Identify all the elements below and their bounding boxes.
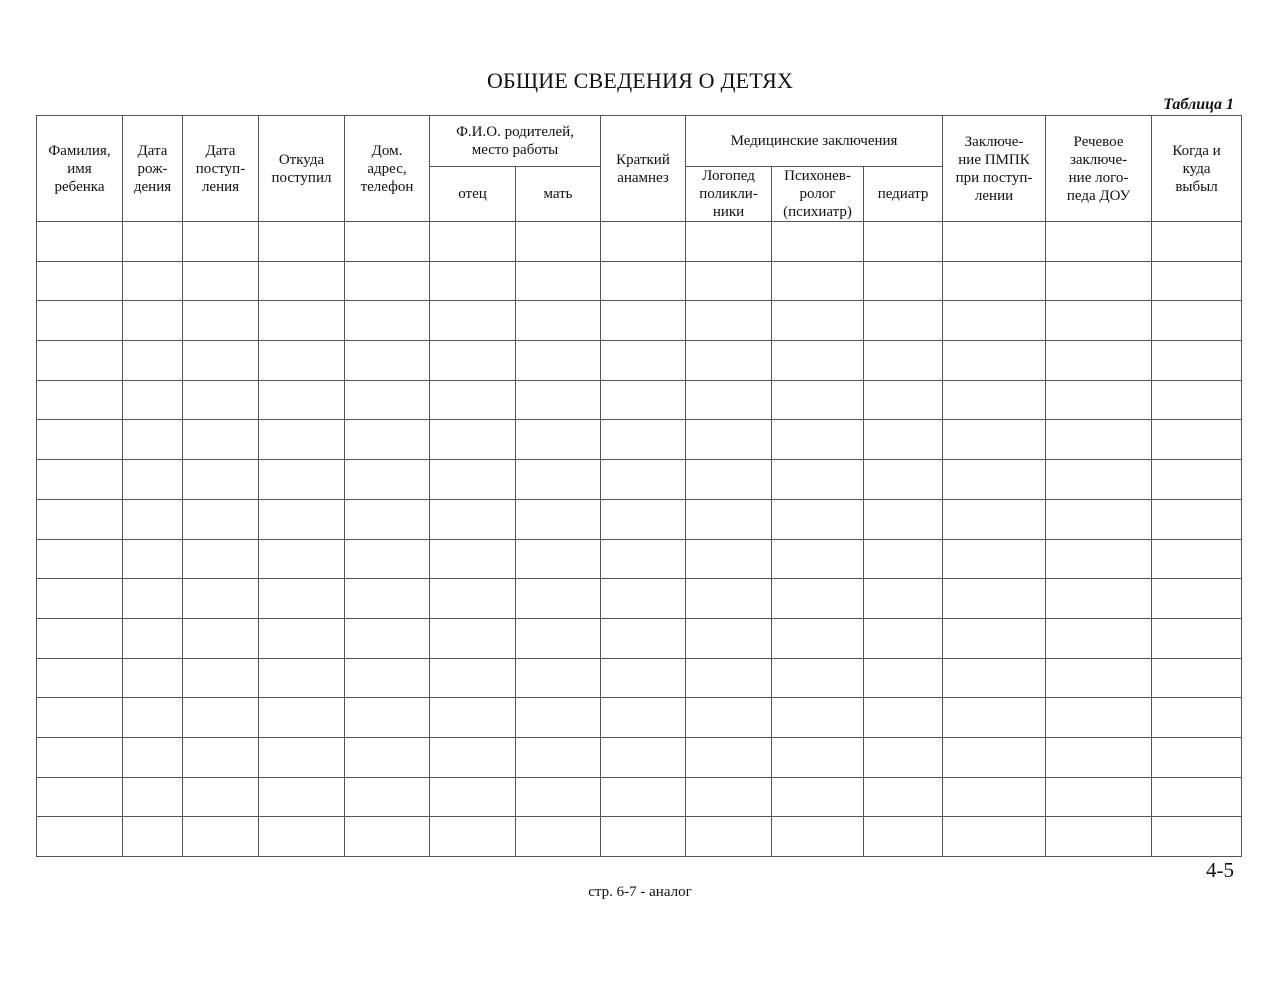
table-row	[37, 499, 1242, 539]
table-cell[interactable]	[601, 817, 686, 857]
table-cell[interactable]	[686, 579, 772, 619]
table-cell[interactable]	[943, 380, 1046, 420]
table-cell[interactable]	[943, 460, 1046, 500]
table-cell[interactable]	[183, 301, 259, 341]
table-cell[interactable]	[864, 261, 943, 301]
table-cell[interactable]	[516, 817, 601, 857]
table-cell[interactable]	[1152, 460, 1242, 500]
table-cell[interactable]	[1152, 658, 1242, 698]
table-cell[interactable]	[943, 301, 1046, 341]
table-cell[interactable]	[259, 737, 345, 777]
table-cell[interactable]	[686, 420, 772, 460]
table-cell[interactable]	[345, 579, 430, 619]
table-cell[interactable]	[183, 341, 259, 381]
table-cell[interactable]	[183, 777, 259, 817]
table-cell[interactable]	[37, 380, 123, 420]
table-cell[interactable]	[430, 777, 516, 817]
table-cell[interactable]	[123, 698, 183, 738]
footer-note: стр. 6-7 - аналог	[588, 884, 692, 900]
table-cell[interactable]	[864, 737, 943, 777]
table-cell[interactable]	[772, 618, 864, 658]
table-cell[interactable]	[772, 777, 864, 817]
table-cell[interactable]	[864, 460, 943, 500]
page-number: 4-5	[1206, 858, 1234, 882]
table-cell[interactable]	[943, 420, 1046, 460]
table-cell[interactable]	[1046, 817, 1152, 857]
table-cell[interactable]	[1046, 261, 1152, 301]
table-cell[interactable]	[123, 460, 183, 500]
table-cell[interactable]	[123, 539, 183, 579]
table-cell[interactable]	[1152, 261, 1242, 301]
table-cell[interactable]	[259, 618, 345, 658]
table-cell[interactable]	[259, 222, 345, 262]
table-cell[interactable]	[183, 420, 259, 460]
table-cell[interactable]	[772, 817, 864, 857]
table-cell[interactable]	[123, 777, 183, 817]
table-cell[interactable]	[516, 341, 601, 381]
header-psychoneurologist: Психонев- ролог (психиатр)	[772, 167, 864, 222]
table-cell[interactable]	[259, 380, 345, 420]
table-body	[37, 222, 1242, 857]
table-cell[interactable]	[345, 222, 430, 262]
table-cell[interactable]	[516, 460, 601, 500]
table-cell[interactable]	[943, 618, 1046, 658]
table-cell[interactable]	[345, 420, 430, 460]
table-cell[interactable]	[864, 618, 943, 658]
table-cell[interactable]	[1046, 658, 1152, 698]
table-cell[interactable]	[37, 301, 123, 341]
table-row	[37, 579, 1242, 619]
table-cell[interactable]	[259, 539, 345, 579]
table-cell[interactable]	[1152, 301, 1242, 341]
table-cell[interactable]	[37, 499, 123, 539]
table-cell[interactable]	[430, 658, 516, 698]
table-cell[interactable]	[345, 737, 430, 777]
table-cell[interactable]	[430, 380, 516, 420]
table-cell[interactable]	[1046, 341, 1152, 381]
header-surname: Фамилия, имя ребенка	[37, 116, 123, 222]
table-cell[interactable]	[601, 777, 686, 817]
table-row	[37, 341, 1242, 381]
table-cell[interactable]	[345, 301, 430, 341]
table-cell[interactable]	[183, 579, 259, 619]
table-cell[interactable]	[516, 539, 601, 579]
table-cell[interactable]	[123, 222, 183, 262]
table-cell[interactable]	[1152, 222, 1242, 262]
table-cell[interactable]	[37, 817, 123, 857]
table-label: Таблица 1	[1163, 96, 1234, 113]
table-cell[interactable]	[345, 539, 430, 579]
table-cell[interactable]	[516, 579, 601, 619]
header-parents: Ф.И.О. родителей, место работы	[430, 116, 601, 167]
table-cell[interactable]	[1152, 499, 1242, 539]
table-cell[interactable]	[516, 420, 601, 460]
table-cell[interactable]	[943, 539, 1046, 579]
table-cell[interactable]	[1152, 380, 1242, 420]
table-row	[37, 618, 1242, 658]
table-cell[interactable]	[601, 380, 686, 420]
table-cell[interactable]	[1046, 222, 1152, 262]
table-cell[interactable]	[123, 420, 183, 460]
table-cell[interactable]	[772, 380, 864, 420]
table-cell[interactable]	[183, 380, 259, 420]
header-medical: Медицинские заключения	[686, 116, 943, 167]
table-cell[interactable]	[516, 499, 601, 539]
table-cell[interactable]	[123, 737, 183, 777]
table-cell[interactable]	[123, 301, 183, 341]
table-cell[interactable]	[1152, 618, 1242, 658]
table-cell[interactable]	[772, 460, 864, 500]
table-cell[interactable]	[516, 222, 601, 262]
table-cell[interactable]	[1152, 817, 1242, 857]
table-cell[interactable]	[430, 817, 516, 857]
table-cell[interactable]	[864, 499, 943, 539]
header-birth-date: Дата рож- дения	[123, 116, 183, 222]
table-row	[37, 380, 1242, 420]
table-cell[interactable]	[686, 539, 772, 579]
table-cell[interactable]	[601, 222, 686, 262]
table-cell[interactable]	[516, 777, 601, 817]
table-cell[interactable]	[601, 539, 686, 579]
table-row	[37, 737, 1242, 777]
table-cell[interactable]	[943, 777, 1046, 817]
table-row	[37, 658, 1242, 698]
table-cell[interactable]	[772, 698, 864, 738]
table-cell[interactable]	[601, 658, 686, 698]
table-cell[interactable]	[1046, 777, 1152, 817]
table-cell[interactable]	[123, 658, 183, 698]
table-cell[interactable]	[123, 341, 183, 381]
table-cell[interactable]	[345, 618, 430, 658]
table-cell[interactable]	[183, 499, 259, 539]
table-cell[interactable]	[772, 341, 864, 381]
table-cell[interactable]	[601, 618, 686, 658]
table-cell[interactable]	[1046, 499, 1152, 539]
table-cell[interactable]	[601, 579, 686, 619]
table-cell[interactable]	[345, 460, 430, 500]
table-row	[37, 460, 1242, 500]
table-cell[interactable]	[864, 579, 943, 619]
table-cell[interactable]	[259, 499, 345, 539]
table-cell[interactable]	[686, 618, 772, 658]
table-cell[interactable]	[345, 698, 430, 738]
table-cell[interactable]	[430, 460, 516, 500]
table-cell[interactable]	[430, 579, 516, 619]
table-cell[interactable]	[1046, 618, 1152, 658]
table-cell[interactable]	[183, 658, 259, 698]
table-cell[interactable]	[259, 460, 345, 500]
table-cell[interactable]	[772, 420, 864, 460]
header-address: Дом. адрес, телефон	[345, 116, 430, 222]
table-cell[interactable]	[37, 341, 123, 381]
table-cell[interactable]	[123, 618, 183, 658]
table-cell[interactable]	[772, 579, 864, 619]
table-cell[interactable]	[601, 698, 686, 738]
table-cell[interactable]	[864, 817, 943, 857]
table-cell[interactable]	[772, 301, 864, 341]
table-cell[interactable]	[259, 658, 345, 698]
table-cell[interactable]	[864, 301, 943, 341]
table-cell[interactable]	[516, 380, 601, 420]
table-cell[interactable]	[183, 261, 259, 301]
header-pediatrician: педиатр	[864, 167, 943, 222]
table-cell[interactable]	[345, 658, 430, 698]
table-cell[interactable]	[37, 618, 123, 658]
table-cell[interactable]	[430, 420, 516, 460]
table-cell[interactable]	[345, 499, 430, 539]
table-cell[interactable]	[686, 380, 772, 420]
table-cell[interactable]	[1152, 777, 1242, 817]
table-cell[interactable]	[37, 460, 123, 500]
table-cell[interactable]	[259, 777, 345, 817]
table-cell[interactable]	[1046, 539, 1152, 579]
table-cell[interactable]	[864, 698, 943, 738]
table-cell[interactable]	[772, 499, 864, 539]
table-cell[interactable]	[123, 579, 183, 619]
table-cell[interactable]	[430, 301, 516, 341]
table-cell[interactable]	[37, 420, 123, 460]
header-anamnesis: Краткий анамнез	[601, 116, 686, 222]
table-cell[interactable]	[772, 737, 864, 777]
table-cell[interactable]	[259, 817, 345, 857]
table-row	[37, 539, 1242, 579]
table-cell[interactable]	[601, 499, 686, 539]
table-cell[interactable]	[772, 261, 864, 301]
header-origin: Откуда поступил	[259, 116, 345, 222]
table-cell[interactable]	[345, 380, 430, 420]
table-cell[interactable]	[259, 261, 345, 301]
table-cell[interactable]	[1046, 380, 1152, 420]
table-cell[interactable]	[430, 539, 516, 579]
table-cell[interactable]	[943, 341, 1046, 381]
table-cell[interactable]	[430, 737, 516, 777]
table-cell[interactable]	[345, 261, 430, 301]
table-cell[interactable]	[183, 698, 259, 738]
table-cell[interactable]	[1046, 698, 1152, 738]
table-cell[interactable]	[601, 737, 686, 777]
table-row	[37, 698, 1242, 738]
table-cell[interactable]	[1046, 460, 1152, 500]
table-cell[interactable]	[601, 261, 686, 301]
table-cell[interactable]	[1152, 698, 1242, 738]
table-cell[interactable]	[123, 499, 183, 539]
table-cell[interactable]	[943, 222, 1046, 262]
table-cell[interactable]	[686, 658, 772, 698]
table-cell[interactable]	[1152, 579, 1242, 619]
table-cell[interactable]	[183, 618, 259, 658]
table-cell[interactable]	[516, 301, 601, 341]
table-cell[interactable]	[430, 261, 516, 301]
header-row-top	[37, 116, 1242, 167]
table-cell[interactable]	[37, 658, 123, 698]
table-cell[interactable]	[601, 420, 686, 460]
table-cell[interactable]	[430, 341, 516, 381]
table-cell[interactable]	[1152, 420, 1242, 460]
table-cell[interactable]	[123, 380, 183, 420]
table-cell[interactable]	[772, 222, 864, 262]
table-cell[interactable]	[259, 420, 345, 460]
table-row	[37, 261, 1242, 301]
page-title: ОБЩИЕ СВЕДЕНИЯ О ДЕТЯХ	[486, 68, 794, 93]
table-cell[interactable]	[259, 579, 345, 619]
table-cell[interactable]	[259, 301, 345, 341]
header-admission-date: Дата поступ- ления	[183, 116, 259, 222]
table-cell[interactable]	[430, 698, 516, 738]
table-cell[interactable]	[686, 777, 772, 817]
table-cell[interactable]	[183, 737, 259, 777]
table-cell[interactable]	[864, 777, 943, 817]
table-cell[interactable]	[1152, 539, 1242, 579]
table-cell[interactable]	[686, 737, 772, 777]
table-cell[interactable]	[1152, 341, 1242, 381]
table-row	[37, 777, 1242, 817]
table-cell[interactable]	[601, 341, 686, 381]
table-cell[interactable]	[123, 261, 183, 301]
table-cell[interactable]	[943, 698, 1046, 738]
table-cell[interactable]	[1046, 579, 1152, 619]
table-cell[interactable]	[864, 380, 943, 420]
table-cell[interactable]	[37, 579, 123, 619]
table-cell[interactable]	[430, 222, 516, 262]
table-cell[interactable]	[686, 341, 772, 381]
table-cell[interactable]	[943, 499, 1046, 539]
table-cell[interactable]	[37, 261, 123, 301]
table-cell[interactable]	[686, 222, 772, 262]
header-speech-therapist: Логопед поликли- ники	[686, 167, 772, 222]
table-cell[interactable]	[37, 698, 123, 738]
header-speech-conclusion: Речевое заключе- ние лого- педа ДОУ	[1046, 116, 1152, 222]
table-cell[interactable]	[1046, 301, 1152, 341]
table-cell[interactable]	[430, 618, 516, 658]
table-cell[interactable]	[864, 222, 943, 262]
header-father: отец	[430, 167, 516, 222]
table-cell[interactable]	[123, 817, 183, 857]
table-cell[interactable]	[345, 777, 430, 817]
table-cell[interactable]	[259, 698, 345, 738]
table-cell[interactable]	[430, 499, 516, 539]
table-cell[interactable]	[686, 817, 772, 857]
table-cell[interactable]	[345, 341, 430, 381]
table-row	[37, 301, 1242, 341]
table-cell[interactable]	[259, 341, 345, 381]
table-cell[interactable]	[1046, 420, 1152, 460]
table-cell[interactable]	[686, 301, 772, 341]
table-cell[interactable]	[686, 698, 772, 738]
table-cell[interactable]	[37, 777, 123, 817]
table-cell[interactable]	[686, 261, 772, 301]
table-cell[interactable]	[943, 261, 1046, 301]
table-cell[interactable]	[183, 539, 259, 579]
table-cell[interactable]	[37, 539, 123, 579]
table-row	[37, 817, 1242, 857]
table-cell[interactable]	[516, 737, 601, 777]
table-cell[interactable]	[1046, 737, 1152, 777]
header-departure: Когда и куда выбыл	[1152, 116, 1242, 222]
table-cell[interactable]	[601, 301, 686, 341]
table-cell[interactable]	[345, 817, 430, 857]
table-cell[interactable]	[772, 658, 864, 698]
table-cell[interactable]	[183, 222, 259, 262]
table-cell[interactable]	[516, 658, 601, 698]
table-row	[37, 420, 1242, 460]
table-cell[interactable]	[864, 420, 943, 460]
table-cell[interactable]	[183, 460, 259, 500]
table-cell[interactable]	[943, 817, 1046, 857]
table-cell[interactable]	[516, 698, 601, 738]
table-row	[37, 222, 1242, 262]
table-cell[interactable]	[686, 499, 772, 539]
table-cell[interactable]	[943, 658, 1046, 698]
table-cell[interactable]	[601, 460, 686, 500]
header-mother: мать	[516, 167, 601, 222]
table-cell[interactable]	[943, 737, 1046, 777]
table-cell[interactable]	[864, 539, 943, 579]
table-cell[interactable]	[772, 539, 864, 579]
table-cell[interactable]	[943, 579, 1046, 619]
table-cell[interactable]	[516, 618, 601, 658]
table-cell[interactable]	[516, 261, 601, 301]
table-cell[interactable]	[686, 460, 772, 500]
table-cell[interactable]	[864, 341, 943, 381]
table-cell[interactable]	[1152, 737, 1242, 777]
table-cell[interactable]	[37, 222, 123, 262]
table-cell[interactable]	[864, 658, 943, 698]
table-cell[interactable]	[37, 737, 123, 777]
children-info-table	[36, 115, 1242, 857]
header-pmpk: Заключе- ние ПМПК при поступ- лении	[943, 116, 1046, 222]
table-cell[interactable]	[183, 817, 259, 857]
